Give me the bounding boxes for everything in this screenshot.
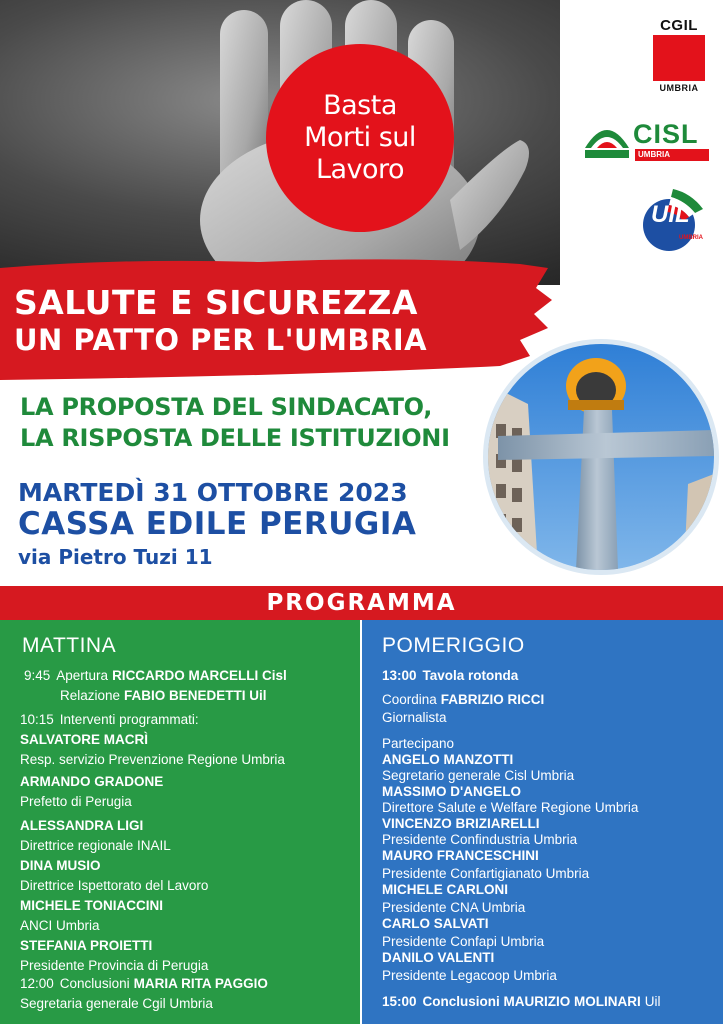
- cgil-logo: [650, 17, 708, 95]
- schedule-speaker: MARIA RITA PAGGIO: [133, 976, 268, 991]
- schedule-line: [20, 794, 132, 810]
- schedule-speaker: FABIO BENEDETTI Uil: [124, 688, 267, 703]
- schedule-line: [382, 900, 525, 916]
- schedule-speaker: SALVATORE MACRÌ: [20, 732, 148, 747]
- slogan-line: Basta: [323, 90, 397, 121]
- schedule-time: 15:00: [382, 994, 417, 1009]
- schedule-line: [382, 832, 577, 848]
- schedule-line: [382, 916, 489, 932]
- schedule-line: [24, 668, 287, 684]
- schedule-line: [382, 934, 544, 950]
- schedule-line: [382, 736, 454, 752]
- schedule-line: [382, 968, 557, 984]
- schedule-line: [382, 866, 589, 882]
- cisl-logo-region: UMBRIA: [635, 149, 709, 161]
- schedule-line: [382, 692, 544, 708]
- cisl-logo: [583, 116, 711, 162]
- schedule-time: 9:45: [24, 668, 51, 683]
- schedule-speaker: CARLO SALVATI: [382, 916, 489, 931]
- programma-header: [0, 586, 723, 620]
- schedule-text: Coordina: [382, 692, 437, 707]
- schedule-line: [20, 818, 143, 834]
- cisl-emblem-icon: [583, 118, 631, 160]
- afternoon-heading: POMERIGGIO: [382, 634, 525, 657]
- schedule-speaker: ARMANDO GRADONE: [20, 774, 164, 789]
- schedule-speaker: VINCENZO BRIZIARELLI: [382, 816, 540, 831]
- schedule-line: [20, 898, 163, 914]
- schedule-text: Presidente Legacoop Umbria: [382, 968, 557, 983]
- schedule-speaker: Conclusioni MAURIZIO MOLINARI: [422, 994, 641, 1009]
- slogan-line: Lavoro: [315, 154, 405, 185]
- schedule-time: 10:15: [20, 712, 54, 727]
- schedule-line: [20, 918, 100, 934]
- afternoon-schedule: [362, 620, 723, 1024]
- schedule-text: Relazione: [60, 688, 121, 703]
- schedule-text: Presidente Confindustria Umbria: [382, 832, 578, 847]
- subtitle-line-2: LA RISPOSTA DELLE ISTITUZIONI: [20, 424, 450, 452]
- schedule-line: [382, 668, 518, 684]
- uil-logo: [633, 185, 713, 253]
- schedule-text: Resp. servizio Prevenzione Regione Umbria: [20, 752, 285, 767]
- schedule-speaker: MICHELE CARLONI: [382, 882, 508, 897]
- event-venue: CASSA EDILE PERUGIA: [18, 506, 417, 542]
- schedule-line: [20, 774, 163, 790]
- morning-heading: MATTINA: [22, 634, 117, 657]
- schedule-line: [382, 800, 638, 816]
- schedule-text: Direttrice regionale INAIL: [20, 838, 171, 853]
- schedule-text: Direttore Salute e Welfare Regione Umbria: [382, 800, 639, 815]
- schedule-text: Partecipano: [382, 736, 455, 751]
- slogan-line: Morti sul: [304, 122, 416, 153]
- monument-photo: [488, 344, 714, 570]
- schedule-text: Presidente Provincia di Perugia: [20, 958, 209, 973]
- schedule-speaker: MASSIMO D'ANGELO: [382, 784, 521, 799]
- schedule-text: Segretario generale Cisl Umbria: [382, 768, 575, 783]
- schedule-line: [382, 882, 508, 898]
- schedule-line: [20, 878, 208, 894]
- schedule-text: Interventi programmati:: [59, 712, 199, 727]
- schedule-text: Giornalista: [382, 710, 447, 725]
- uil-logo-name: UIL: [651, 201, 690, 228]
- cisl-logo-name: CISL: [633, 119, 699, 149]
- schedule-line: [382, 784, 521, 800]
- uil-logo-region: UMBRIA: [679, 235, 703, 241]
- schedule-line: [20, 732, 148, 748]
- schedule-speaker: Tavola rotonda: [422, 668, 519, 683]
- schedule-speaker: RICCARDO MARCELLI Cisl: [112, 668, 287, 683]
- schedule-suffix: Uil: [644, 994, 661, 1009]
- schedule-line: [60, 688, 267, 704]
- schedule-speaker: MICHELE TONIACCINI: [20, 898, 164, 913]
- cgil-logo-region: UMBRIA: [659, 83, 699, 93]
- event-date: MARTEDÌ 31 OTTOBRE 2023: [18, 478, 408, 507]
- schedule-text: Presidente CNA Umbria: [382, 900, 526, 915]
- schedule-line: [382, 816, 540, 832]
- schedule-time: 13:00: [382, 668, 417, 683]
- schedule-line: [382, 994, 661, 1010]
- schedule-speaker: MAURO FRANCESCHINI: [382, 848, 539, 863]
- schedule-text: Direttrice Ispettorato del Lavoro: [20, 878, 209, 893]
- schedule-line: [20, 976, 268, 992]
- schedule-text: Prefetto di Perugia: [20, 794, 132, 809]
- schedule-line: [20, 958, 208, 974]
- schedule-line: [382, 710, 447, 726]
- schedule-speaker: DANILO VALENTI: [382, 950, 495, 965]
- schedule-line: [20, 858, 101, 874]
- schedule-speaker: DINA MUSIO: [20, 858, 101, 873]
- schedule-speaker: STEFANIA PROIETTI: [20, 938, 153, 953]
- subtitle-line-1: LA PROPOSTA DEL SINDACATO,: [20, 393, 433, 421]
- schedule-line: [382, 768, 574, 784]
- schedule-speaker: FABRIZIO RICCI: [440, 692, 545, 707]
- schedule-text: Presidente Confartigianato Umbria: [382, 866, 590, 881]
- schedule-text: Presidente Confapi Umbria: [382, 934, 545, 949]
- schedule-line: [382, 752, 513, 768]
- schedule-text: Segretaria generale Cgil Umbria: [20, 996, 213, 1011]
- schedule-line: [382, 848, 539, 864]
- event-address: via Pietro Tuzi 11: [18, 545, 213, 569]
- schedule-line: [20, 752, 285, 768]
- event-title-line-2: UN PATTO PER L'UMBRIA: [14, 323, 428, 357]
- cgil-logo-name: CGIL: [660, 17, 698, 34]
- schedule-time: 12:00: [20, 976, 54, 991]
- morning-schedule: [0, 620, 360, 1024]
- slogan-circle: [266, 44, 454, 232]
- programma-title: PROGRAMMA: [266, 590, 457, 616]
- schedule-speaker: ANGELO MANZOTTI: [382, 752, 514, 767]
- schedule-line: [20, 996, 213, 1012]
- cgil-red-square: [653, 35, 705, 81]
- schedule-text: Apertura: [56, 668, 109, 683]
- schedule-line: [20, 712, 199, 728]
- schedule-line: [382, 950, 494, 966]
- schedule-speaker: ALESSANDRA LIGI: [20, 818, 144, 833]
- schedule-line: [20, 838, 171, 854]
- schedule-text: ANCI Umbria: [20, 918, 100, 933]
- schedule-text: Conclusioni: [59, 976, 130, 991]
- event-title-line-1: SALUTE E SICUREZZA: [14, 283, 418, 322]
- cross-monument-image: [488, 344, 714, 570]
- schedule-line: [20, 938, 152, 954]
